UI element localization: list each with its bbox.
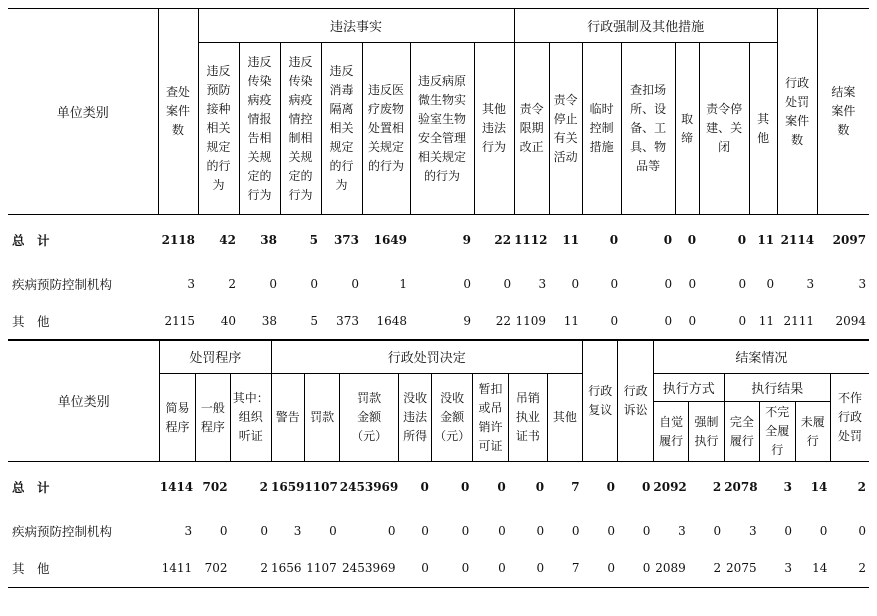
table-cell: 0	[610, 276, 619, 291]
table-cell: 2111	[777, 303, 817, 341]
col-header-execution: 自觉 履行	[653, 402, 688, 462]
table-cell: 5	[309, 232, 318, 247]
table-cell: 3	[187, 276, 195, 291]
col-header-no-action: 不作 行政 处罚	[830, 374, 869, 462]
table-cell: 9	[410, 303, 474, 341]
col-header-decision: 没收 金额 （元）	[432, 374, 472, 462]
table-cell: 3	[806, 276, 815, 291]
table-cell: 0	[571, 276, 580, 291]
table-cell: 0	[421, 523, 429, 538]
table-cell: 0	[260, 523, 269, 538]
table-cell: 0	[737, 232, 747, 247]
table-cell: 2094	[817, 303, 869, 341]
table-cell: 11	[562, 232, 580, 247]
col-header-reconsideration: 行政 复议	[583, 340, 618, 462]
col-header: 违反医 疗废物 处置相 关规定 的行为	[362, 43, 410, 215]
table-row	[8, 512, 869, 550]
table-cell: 702	[202, 479, 228, 494]
table-cell: 0	[310, 276, 318, 291]
table-cell: 1659	[271, 479, 305, 494]
table-cell: 1	[399, 276, 407, 291]
col-header: 结案 案件 数	[817, 9, 869, 215]
table-cell: 3	[293, 523, 302, 538]
table-cell: 0	[663, 232, 673, 247]
table-cell: 0	[503, 276, 512, 291]
group-header-decision: 行政处罚决定	[271, 340, 583, 374]
table-cell: 2115	[158, 303, 198, 341]
table-cell: 2	[830, 550, 869, 588]
col-header: 违反 预防 接种 相关 规定 的行 为	[198, 43, 239, 215]
table-cell: 0	[642, 523, 651, 538]
group-header-closing: 结案情况	[653, 340, 869, 374]
table-cell: 0	[420, 479, 429, 494]
table-cell: 1107	[304, 550, 339, 588]
table-cell: 0	[606, 479, 615, 494]
col-header-decision: 没收 违法 所得	[398, 374, 431, 462]
table-cell: 2	[689, 550, 724, 588]
col-header-result: 完全 履行	[724, 402, 759, 462]
table-cell: 0	[536, 523, 545, 538]
table-cell: 11	[749, 303, 777, 341]
col-header: 取 缔	[675, 43, 699, 215]
col-header: 其他 违法 行为	[474, 43, 514, 215]
table-cell: 0	[784, 523, 792, 538]
col-header: 其 他	[749, 43, 777, 215]
table-cell: 0	[675, 303, 699, 341]
table-cell: 0	[351, 276, 359, 291]
table-cell: 0	[738, 276, 747, 291]
group-header-procedure: 处罚程序	[160, 340, 271, 374]
col-header-decision: 其他	[547, 374, 582, 462]
table-cell: 0	[819, 523, 828, 538]
table-cell: 2	[857, 479, 866, 494]
col-header-procedure: 其中： 组织 听证	[231, 374, 271, 462]
table-cell: 0	[461, 523, 470, 538]
table-cell: 14	[795, 550, 830, 588]
table-cell: 2453969	[339, 479, 399, 494]
table-row	[8, 550, 869, 588]
unit-category-header: 单位类别	[8, 340, 160, 462]
row-label: 其 他	[8, 550, 160, 588]
table-cell: 2089	[653, 550, 688, 588]
table-cell: 0	[460, 479, 470, 494]
table-cell: 42	[219, 232, 236, 247]
table-cell: 0	[607, 523, 615, 538]
table-cell: 3	[538, 276, 547, 291]
table-cell: 1411	[160, 550, 195, 588]
table-cell: 0	[687, 232, 697, 247]
table-cell: 2	[259, 479, 269, 494]
col-header-result: 不完 全履 行	[760, 402, 795, 462]
table-cell: 0	[571, 523, 580, 538]
statistics-table-bottom	[8, 339, 869, 588]
sub-header-result: 执行结果	[724, 374, 830, 402]
col-header-execution: 强制 执行	[689, 402, 724, 462]
col-header: 违反 消毒 隔离 相关 规定 的行 为	[321, 43, 362, 215]
table-cell: 1648	[362, 303, 410, 341]
col-header-decision: 暂扣 或吊 销许 可证	[472, 374, 508, 462]
row-label: 其 他	[8, 303, 158, 341]
table-cell: 2453969	[340, 550, 399, 588]
table-cell: 3	[184, 523, 193, 538]
table-cell: 373	[333, 232, 359, 247]
table-cell: 0	[498, 523, 506, 538]
table-cell: 1112	[514, 232, 548, 247]
table-cell: 3	[783, 479, 792, 494]
table-cell: 0	[497, 479, 506, 494]
table-cell: 0	[269, 276, 277, 291]
col-header: 责令 限期 改正	[514, 43, 549, 215]
table-cell: 22	[494, 232, 512, 247]
table-cell: 11	[757, 232, 775, 247]
col-header: 违反 传染 病疫 情报 告相 关规 定的 行为	[239, 43, 280, 215]
table-cell: 0	[432, 550, 472, 588]
col-header-decision: 罚款	[304, 374, 339, 462]
table-row	[8, 462, 869, 512]
table-cell: 0	[535, 479, 545, 494]
col-header-procedure: 简易 程序	[160, 374, 195, 462]
table-cell: 2114	[780, 232, 815, 247]
col-header: 临时 控制 措施	[582, 43, 621, 215]
col-header: 行政 处罚 案件 数	[777, 9, 817, 215]
col-header-decision: 罚款 金额 （元）	[340, 374, 399, 462]
col-header-decision: 吊销 执业 证书	[509, 374, 547, 462]
group-header-measures: 行政强制及其他措施	[514, 9, 777, 43]
table-cell: 0	[509, 550, 547, 588]
table-row	[8, 265, 869, 303]
col-header-litigation: 行政 诉讼	[618, 340, 653, 462]
table-cell: 0	[329, 523, 337, 538]
col-header: 查处 案件 数	[158, 9, 198, 215]
col-header-decision: 警告	[271, 374, 304, 462]
table-cell: 2	[712, 479, 722, 494]
table-cell: 0	[219, 523, 228, 538]
table-cell: 1107	[304, 479, 338, 494]
table-cell: 0	[618, 550, 653, 588]
table-cell: 3	[760, 550, 795, 588]
table-cell: 373	[321, 303, 362, 341]
table-cell: 0	[609, 232, 619, 247]
table-cell: 2	[228, 276, 236, 291]
table-cell: 22	[474, 303, 514, 341]
table-cell: 1109	[514, 303, 549, 341]
table-cell: 0	[583, 550, 618, 588]
table-row	[8, 303, 869, 341]
table-cell: 3	[748, 523, 757, 538]
row-label: 疾病预防控制机构	[12, 276, 113, 292]
table-cell: 2075	[724, 550, 759, 588]
table-cell: 702	[195, 550, 230, 588]
col-header-procedure: 一般 程序	[195, 374, 230, 462]
table-cell: 0	[387, 523, 396, 538]
table-cell: 1656	[271, 550, 304, 588]
table-cell: 0	[642, 479, 651, 494]
table-cell: 3	[678, 523, 686, 538]
table-cell: 0	[713, 523, 722, 538]
table-cell: 0	[463, 276, 471, 291]
col-header: 责令停 建、关 闭	[699, 43, 749, 215]
sub-header-execution: 执行方式	[653, 374, 724, 402]
table-cell: 2078	[724, 479, 758, 494]
table-cell: 1649	[373, 232, 407, 247]
col-header: 违反 传染 病疫 情控 制相 关规 定的 行为	[280, 43, 321, 215]
col-header-result: 未履 行	[795, 402, 830, 462]
table-cell: 40	[198, 303, 239, 341]
table-cell: 1414	[159, 479, 194, 494]
table-cell: 0	[688, 276, 697, 291]
table-cell: 0	[858, 523, 866, 538]
table-cell: 0	[472, 550, 508, 588]
table-cell: 0	[621, 303, 675, 341]
table-cell: 3	[858, 276, 867, 291]
table-cell: 7	[547, 550, 582, 588]
col-header: 责令 停止 有关 活动	[549, 43, 582, 215]
table-cell: 0	[398, 550, 431, 588]
table-cell: 7	[571, 479, 580, 494]
row-label: 总 计	[12, 232, 50, 248]
table-cell: 0	[766, 276, 775, 291]
table-row	[8, 215, 869, 265]
group-header-violation: 违法事实	[198, 9, 514, 43]
row-label: 疾病预防控制机构	[12, 523, 113, 539]
table-cell: 0	[699, 303, 749, 341]
table-cell: 2	[231, 550, 271, 588]
table-cell: 0	[582, 303, 621, 341]
table-cell: 2097	[832, 232, 867, 247]
unit-category-header: 单位类别	[8, 9, 158, 215]
table-cell: 38	[260, 232, 277, 247]
table-cell: 2118	[161, 232, 195, 247]
table-cell: 38	[239, 303, 280, 341]
row-label: 总 计	[12, 479, 50, 495]
col-header: 违反病原 微生物实 验室生物 安全管理 相关规定 的行为	[410, 43, 474, 215]
table-cell: 5	[280, 303, 321, 341]
table-cell: 14	[810, 479, 828, 494]
table-cell: 11	[549, 303, 582, 341]
col-header: 查扣场 所、设 备、工 具、物 品等	[621, 43, 675, 215]
table-cell: 2092	[653, 479, 687, 494]
statistics-table-top	[8, 8, 869, 341]
table-cell: 9	[462, 232, 471, 247]
table-cell: 0	[664, 276, 673, 291]
